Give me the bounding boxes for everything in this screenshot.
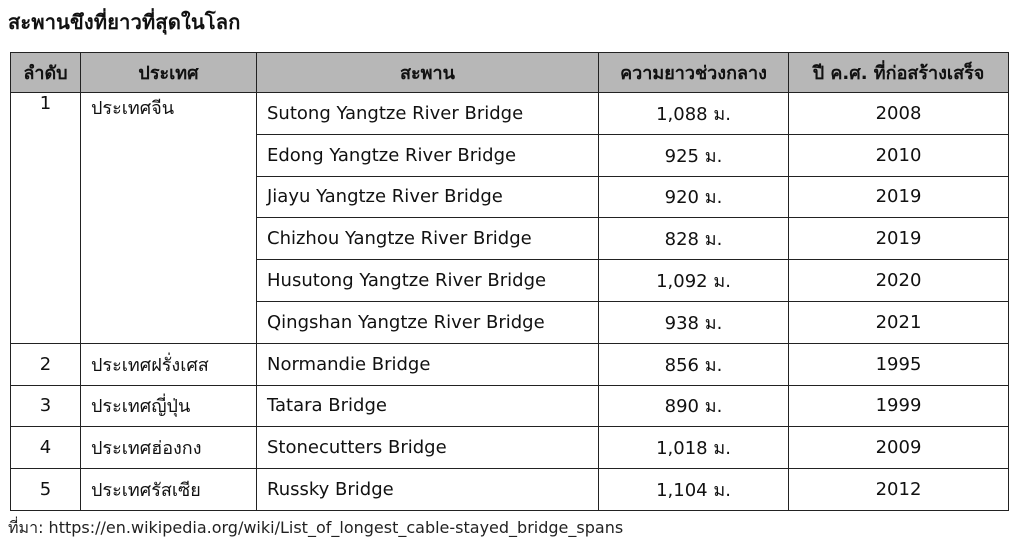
span-length-cell: 920 ม. [599, 176, 789, 218]
span-length-cell: 828 ม. [599, 218, 789, 260]
country-cell: ประเทศฝรั่งเศส [81, 343, 257, 385]
completion-year-cell: 2019 [789, 218, 1009, 260]
country-cell: ประเทศฮ่องกง [81, 427, 257, 469]
rank-cell: 3 [11, 385, 81, 427]
bridge-name-cell: Stonecutters Bridge [257, 427, 599, 469]
completion-year-cell: 2009 [789, 427, 1009, 469]
country-cell: ประเทศญี่ปุ่น [81, 385, 257, 427]
bridge-name-cell: Russky Bridge [257, 469, 599, 511]
table-row [11, 469, 1009, 511]
bridge-name-cell: Qingshan Yangtze River Bridge [257, 301, 599, 343]
rank-cell: 2 [11, 343, 81, 385]
completion-year-cell: 2019 [789, 176, 1009, 218]
source-note: ที่มา: https://en.wikipedia.org/wiki/List_of_longest_cable-stayed_bridge_spans [8, 518, 624, 537]
bridge-name-cell: Edong Yangtze River Bridge [257, 134, 599, 176]
table-row [11, 427, 1009, 469]
rank-cell: 1 [11, 93, 81, 344]
span-length-cell: 1,092 ม. [599, 260, 789, 302]
span-length-cell: 1,018 ม. [599, 427, 789, 469]
completion-year-cell: 2021 [789, 301, 1009, 343]
span-length-cell: 925 ม. [599, 134, 789, 176]
rank-cell: 5 [11, 469, 81, 511]
span-length-cell: 890 ม. [599, 385, 789, 427]
table-body [11, 93, 1009, 511]
span-length-cell: 1,104 ม. [599, 469, 789, 511]
bridge-name-cell: Husutong Yangtze River Bridge [257, 260, 599, 302]
table-row [11, 93, 1009, 135]
header-bridge: สะพาน [257, 53, 599, 93]
completion-year-cell: 1999 [789, 385, 1009, 427]
bridge-name-cell: Jiayu Yangtze River Bridge [257, 176, 599, 218]
completion-year-cell: 2012 [789, 469, 1009, 511]
country-cell: ประเทศรัสเซีย [81, 469, 257, 511]
country-cell: ประเทศจีน [81, 93, 257, 344]
completion-year-cell: 2020 [789, 260, 1009, 302]
bridge-name-cell: Sutong Yangtze River Bridge [257, 93, 599, 135]
span-length-cell: 1,088 ม. [599, 93, 789, 135]
completion-year-cell: 2008 [789, 93, 1009, 135]
bridge-name-cell: Chizhou Yangtze River Bridge [257, 218, 599, 260]
header-year: ปี ค.ศ. ที่ก่อสร้างเสร็จ [789, 53, 1009, 93]
table-row [11, 385, 1009, 427]
header-rank: ลำดับ [11, 53, 81, 93]
table-header-row [11, 53, 1009, 93]
span-length-cell: 856 ม. [599, 343, 789, 385]
table-row [11, 343, 1009, 385]
completion-year-cell: 2010 [789, 134, 1009, 176]
completion-year-cell: 1995 [789, 343, 1009, 385]
bridges-table [10, 52, 1009, 511]
span-length-cell: 938 ม. [599, 301, 789, 343]
header-country: ประเทศ [81, 53, 257, 93]
header-span: ความยาวช่วงกลาง [599, 53, 789, 93]
bridge-name-cell: Normandie Bridge [257, 343, 599, 385]
rank-cell: 4 [11, 427, 81, 469]
bridge-name-cell: Tatara Bridge [257, 385, 599, 427]
page-title: สะพานขึงที่ยาวที่สุดในโลก [8, 10, 241, 34]
